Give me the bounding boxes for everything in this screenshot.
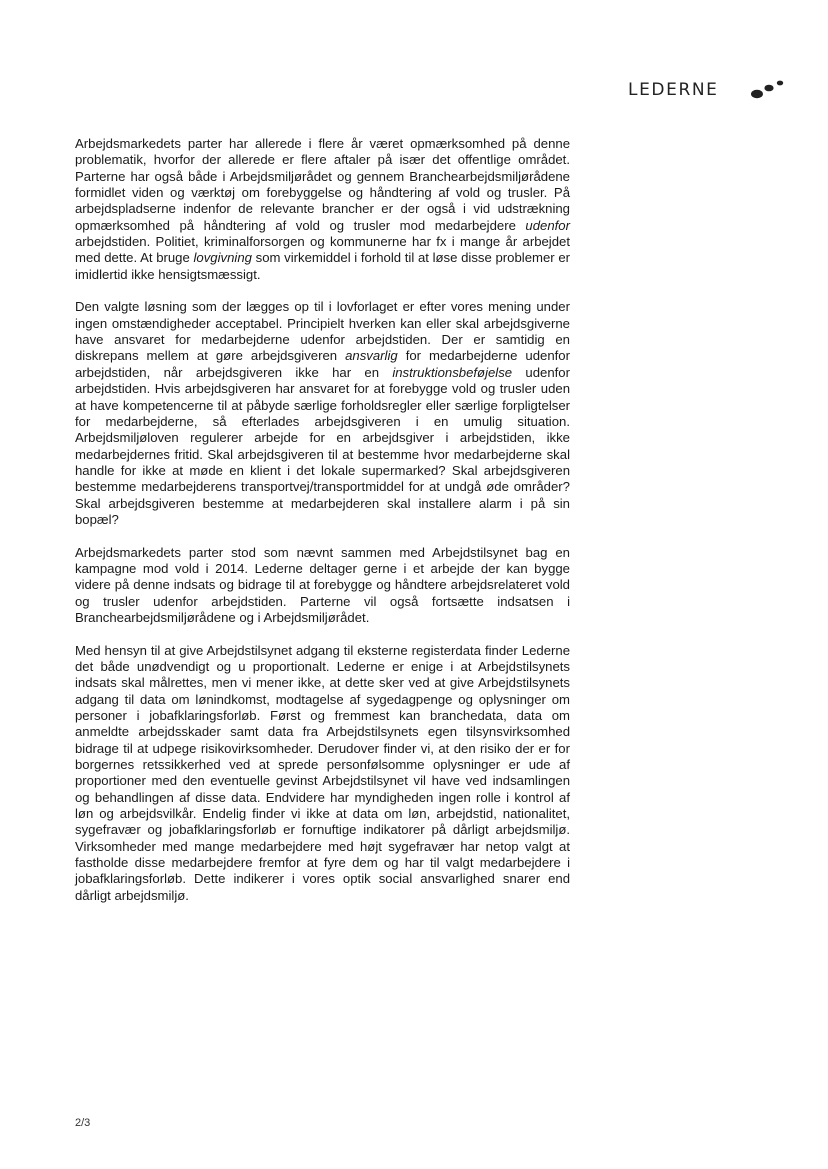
logo-dots-icon [749,74,799,104]
emphasis-text: ansvarlig [345,348,398,364]
paragraph-text: Arbejdsmarkedets parter har allerede i flere år været opmærksomhed på denne problematik, hvorfor der allerede er flere aftaler på især det offentlige området. Parterne har også både i Arbejdsmiljørådet og gennem Branchearbejdsmiljørådene formidlet viden og værktøj om forebyggelse og håndtering af vold og trusler. På arbejdspladserne indenfor de relevante brancher er der også i vid udstrækning opmærksomhed på håndtering af vold og trusler mod medarbejdere [75,136,570,233]
page-number: 2/3 [75,1117,91,1129]
lederne-logo [628,74,803,104]
emphasis-text: lovgivning [193,250,252,266]
paragraph [75,136,570,283]
paragraph-text: arbejdstiden. Politiet, kriminalforsorgen og kommunerne har fx i mange år arbejdet med dette. At bruge [75,234,570,266]
paragraph-text: Arbejdsmarkedets parter stod som nævnt sammen med Arbejdstilsynet bag en kampagne mod vold i 2014. Lederne deltager gerne i et arbejde der kan bygge videre på denne indsats og bidrage til at forebygge og håndtere arbejdsrelateret vold og trusler udenfor arbejdstiden. Parterne vil også fortsætte indsatsen i Branchearbejdsmiljørådene og i Arbejdsmiljørådet. [75,544,570,625]
logo-wordmark: LEDERNE [628,80,719,100]
letter-body [75,136,570,921]
emphasis-text: instruktionsbeføjelse [392,364,513,380]
paragraph-text: for medarbejderne udenfor arbejdstiden, når arbejdsgiveren ikke har en [75,348,570,380]
paragraph [75,545,570,627]
paragraph [75,299,570,528]
emphasis-text: udenfor [525,217,570,233]
paragraph-text: som virkemiddel i forhold til at løse disse problemer er imidlertid ikke hensigtsmæssigt. [75,250,571,282]
paragraph-text: Med hensyn til at give Arbejdstilsynet adgang til eksterne registerdata finder Lederne det både unødvendigt og u proportionalt. Lederne er enige i at Arbejdstilsynets indsats skal målrettes, men vi mener ikke, at dette sker ved at give Arbejdstilsynets adgang til data om lønindkomst, modtagelse af sygedagpenge og oplysninger om personer i jobafklaringsforløb. Først og fremmest kan branchedata, data om anmeldte arbejdsskader samt data fra Arbejdstilsynets egen tilsynsvirksomhed bidrage til at udpege risikovirksomheder. Derudover finder vi, at den risiko der er for borgernes retssikkerhed ved at sprede personfølsomme oplysninger er ude af proportioner med den eventuelle gevinst Arbejdstilsynet vil have ved indsamlingen og behandlingen af disse data. Endvidere har myndigheden ingen rolle i kontrol af løn og arbejdsvilkår. Endelig finder vi ikke at data om løn, arbejdstid, nationalitet, sygefravær og jobafklaringsforløb er fornuftige indikatorer på dårligt arbejdsmiljø. Virksomheder med mange medarbejdere med højt sygefravær har netop valgt at fastholde disse medarbejdere fremfor at fyre dem og har til valgt medarbejdere i jobafklaringsforløb. Dette indikerer i vores optik social ansvarlighed snarer end dårligt arbejdsmiljø. [75,642,570,903]
paragraph-text: Den valgte løsning som der lægges op til i lovforlaget er efter vores mening under ingen omstændigheder acceptabel. Principielt hverken kan eller skal arbejdsgiverne have ansvaret for medarbejderne udenfor arbejdstiden. Der er samtidig en diskrepans mellem at gøre arbejdsgiveren [75,299,570,364]
paragraph-text: udenfor arbejdstiden. Hvis arbejdsgiveren har ansvaret for at forebygge vold og trusler uden at have kompetencerne til at påbyde særlige forholdsregler eller særlige forpligtelser for medarbejderne, så efterlades arbejdsgiveren i en umulig situation. Arbejdsmiljøloven regulerer arbejde for en arbejdsgiver i arbejdstiden, ikke medarbejdernes fritid. Skal arbejdsgiveren til at bestemme hvor medarbejderne skal handle for ikke at møde en klient i det lokale supermarked? Skal arbejdsgiveren bestemme medarbejderens transportvej/transportmiddel for at undgå øde områder? Skal arbejdsgiveren bestemme at medarbejderen skal installere alarm i på sin bopæl? [75,364,570,527]
paragraph [75,643,570,905]
